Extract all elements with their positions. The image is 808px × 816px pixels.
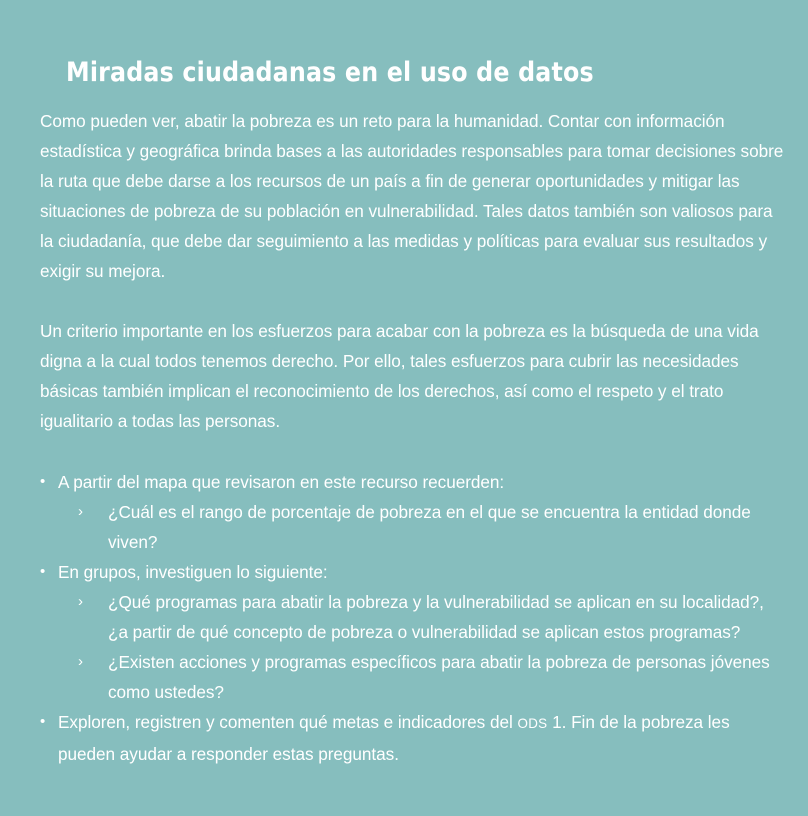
paragraph: Un criterio importante en los esfuerzos para acabar con la pobreza es la búsqueda de una vida digna a la cual todos tenemos derecho. Por ello, tales esfuerzos para cubrir las necesidades básicas también implican el reconocimiento de los derechos, así como el respeto y el trato igualitario a todas las personas.: [40, 321, 759, 431]
ods-abbreviation: ODS: [517, 716, 548, 731]
sub-list-item: [40, 497, 788, 557]
chevron-right-icon: ›: [78, 503, 83, 520]
list-item: [40, 707, 788, 769]
list-item-text-before: Exploren, registren y comenten qué metas e indicadores del: [58, 712, 518, 732]
chevron-right-icon: ›: [78, 593, 83, 610]
sub-list-item: [40, 587, 788, 647]
sub-list-item: [40, 647, 788, 707]
bullet-icon: •: [40, 713, 46, 730]
list-item-label: ¿Cuál es el rango de porcentaje de pobreza en el que se encuentra la entidad donde viven?: [108, 502, 751, 552]
list-item-label: [58, 707, 788, 769]
paragraph: Como pueden ver, abatir la pobreza es un reto para la humanidad. Contar con información estadística y geográfica brinda bases a las autoridades responsables para tomar decisiones sobre la ruta que debe darse a los recursos de un país a fin de generar oportunidades y mitigar las situaciones de pobreza de su población en vulnerabilidad. Tales datos también son valiosos para la ciudadanía, que debe dar seguimiento a las medidas y políticas para evaluar sus resultados y exigir su mejora.: [40, 111, 784, 281]
body-text: [40, 106, 788, 436]
activity-list: [40, 467, 788, 769]
list-item-label: En grupos, investiguen lo siguiente:: [58, 562, 328, 582]
list-item-label: ¿Existen acciones y programas específicos para abatir la pobreza de personas jóvenes como ustedes?: [108, 652, 770, 702]
bullet-icon: •: [40, 563, 46, 580]
chevron-right-icon: ›: [78, 653, 83, 670]
list-item-text-after: 1. Fin de la pobreza les pueden ayudar a responder estas preguntas.: [58, 712, 730, 764]
list-item: [40, 467, 788, 497]
list-item-label: ¿Qué programas para abatir la pobreza y la vulnerabilidad se aplican en su localidad?, ¿a partir de qué concepto de pobreza o vulnerabilidad se aplican estos programas?: [108, 592, 764, 642]
bullet-icon: •: [40, 473, 46, 490]
list-item: [40, 557, 788, 587]
list-item-label: A partir del mapa que revisaron en este recurso recuerden:: [58, 472, 505, 492]
page-title: Miradas ciudadanas en el uso de datos: [66, 57, 594, 89]
